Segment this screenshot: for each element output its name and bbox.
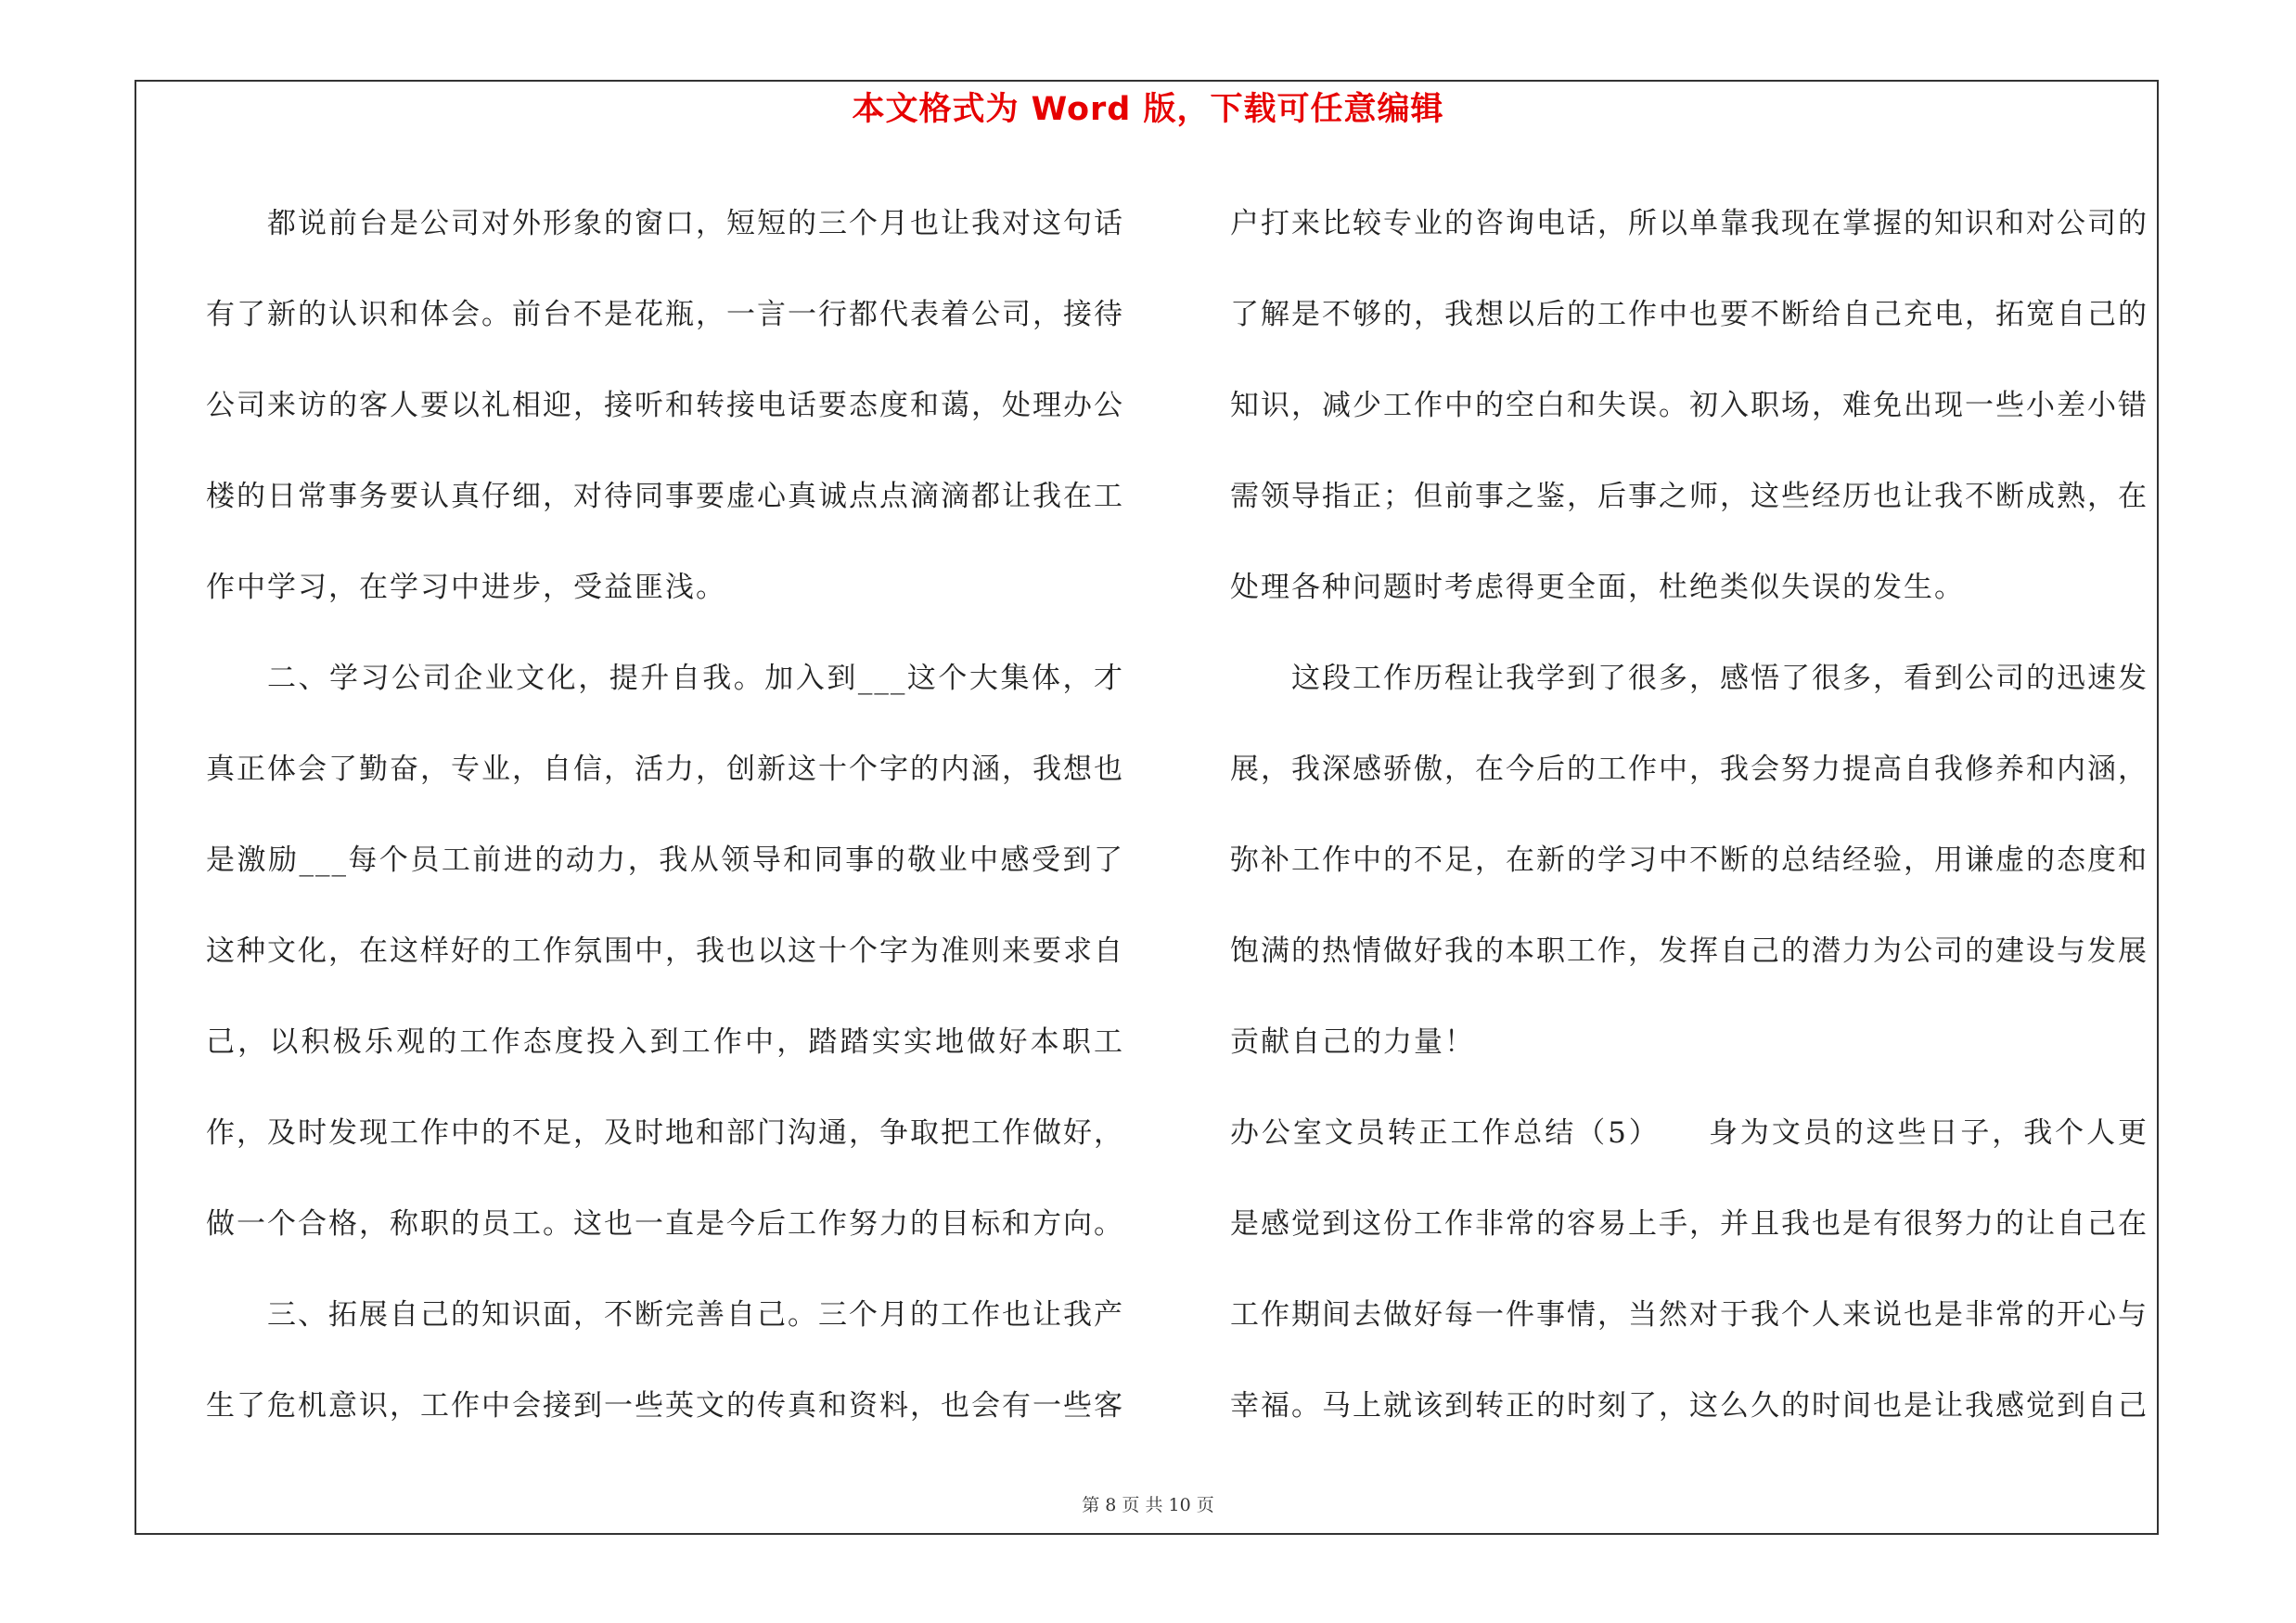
paragraph: 二、学习公司企业文化，提升自我。加入到___这个大集体，才真正体会了勤奋，专业，自信，活力，创新这十个字的内涵，我想也是激励___每个员工前进的动力，我从领导和同事的敬业中感受到了这种文化，在这样好的工作氛围中，我也以这十个字为准则来要求自己，以积极乐观的工作态度投入到工作中，踏踏实实地做好本职工作，及时发现工作中的不足，及时地和部门沟通，争取把工作做好，做一个合格，称职的员工。这也一直是今后工作努力的目标和方向。 [206, 662, 1124, 1241]
paragraph: 三、拓展自己的知识面，不断完善自己。三个月的工作也让我产生了危机意识，工作中会接到一些英文的传真和资料，也会有一些客 [206, 1298, 1124, 1423]
format-banner: 本文格式为 Word 版，下载可任意编辑 [852, 91, 1444, 128]
paragraph: 这段工作历程让我学到了很多，感悟了很多，看到公司的迅速发展，我深感骄傲，在今后的工作中，我会努力提高自我修养和内涵，弥补工作中的不足，在新的学习中不断的总结经验，用谦虚的态度和饱满的热情做好我的本职工作，发挥自己的潜力为公司的建设与发展贡献自己的力量！ [1230, 662, 2148, 1059]
paragraph: 户打来比较专业的咨询电话，所以单靠我现在掌握的知识和对公司的了解是不够的，我想以后的工作中也要不断给自己充电，拓宽自己的知识，减少工作中的空白和失误。初入职场，难免出现一些小差小错需领导指正；但前事之鉴，后事之师，这些经历也让我不断成熟，在处理各种问题时考虑得更全面，杜绝类似失误的发生。 [1230, 207, 2148, 604]
right-text-column [1230, 178, 2148, 1451]
paragraph: 都说前台是公司对外形象的窗口，短短的三个月也让我对这句话有了新的认识和体会。前台不是花瓶，一言一行都代表着公司，接待公司来访的客人要以礼相迎，接听和转接电话要态度和蔼，处理办公楼的日常事务要认真仔细，对待同事要虚心真诚点点滴滴都让我在工作中学习，在学习中进步，受益匪浅。 [206, 207, 1124, 604]
page-number: 第 8 页 共 10 页 [1082, 1495, 1214, 1515]
left-text-column [206, 178, 1124, 1451]
paragraph: 办公室文员转正工作总结（5） 身为文员的这些日子，我个人更是感觉到这份工作非常的容易上手，并且我也是有很努力的让自己在工作期间去做好每一件事情，当然对于我个人来说也是非常的开心与幸福。马上就该到转正的时刻了，这么久的时间也是让我感觉到自己 [1230, 1116, 2148, 1423]
